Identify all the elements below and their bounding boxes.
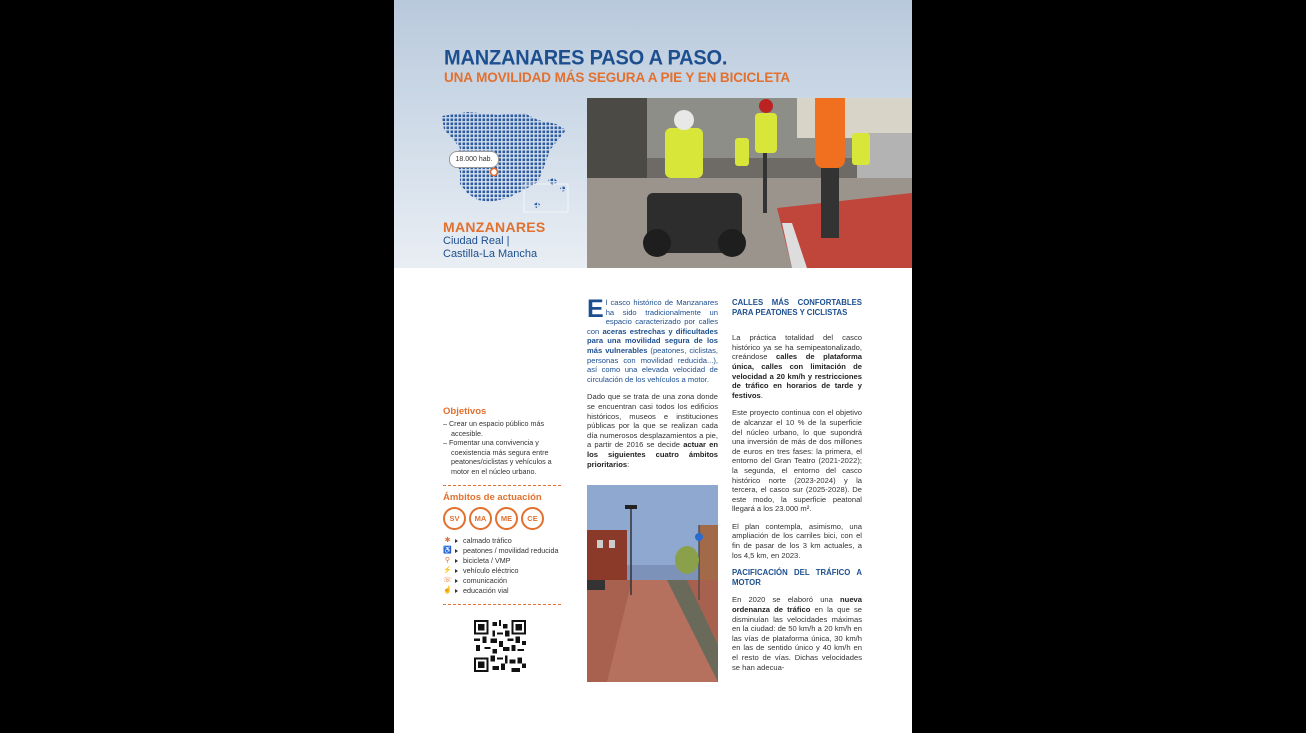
scope-label: comunicación (463, 575, 507, 585)
badge-ma: MA (469, 507, 492, 530)
badge-ce: CE (521, 507, 544, 530)
scope-label: vehículo eléctrico (463, 565, 519, 575)
scopes-title: Ámbitos de actuación (443, 491, 542, 503)
objectives-title: Objetivos (443, 406, 487, 417)
communication-icon: ☏ (443, 576, 452, 584)
pedestrian-street-photo (587, 485, 718, 682)
scope-item (443, 556, 561, 566)
intro-bold: aceras estrechas y dificultades para una movilidad segura de los más vulnerables (587, 326, 718, 355)
intro-text: l casco histórico de Manzanares ha sido tradicionalmente un espacio caracterizado por calles con (587, 298, 718, 336)
bullet-icon (455, 589, 458, 593)
page-title: MANZANARES PASO A PASO. (444, 46, 728, 70)
scope-item (443, 536, 561, 546)
location-region: Castilla-La Mancha (443, 248, 538, 260)
article-column-1 (587, 295, 719, 477)
section-heading: CALLES MÁS CONFORTABLES PARA PEATONES Y CICLISTAS (732, 298, 862, 317)
body-text: La práctica totalidad del casco histórico ya se ha semipeatonalizado, creándose (732, 333, 862, 362)
scope-item (443, 576, 561, 586)
electric-car-icon: ⚡ (443, 566, 452, 574)
pedestrian-icon: ♿ (443, 546, 452, 554)
body-bold: actuar en los siguientes cuatro ámbitos prioritarios (587, 440, 719, 469)
population-label: 18.000 hab. (449, 151, 499, 168)
badge-sv: SV (443, 507, 466, 530)
intro-text: (peatones, ciclistas, personas con movilidad reducida...), así como una elevada velocidad de circulación de los vehículos a motor. (587, 345, 719, 384)
bullet-icon (455, 539, 458, 543)
hero-banner (394, 0, 912, 268)
article-column-2 (732, 298, 862, 680)
body-paragraph (732, 595, 862, 672)
divider (443, 604, 561, 605)
section-heading: PACIFICACIÓN DEL TRÁFICO A MOTOR (732, 568, 862, 587)
location-province: Ciudad Real | (443, 235, 510, 247)
bicycle-icon: ⚲ (444, 556, 451, 564)
body-bold: calles de plataforma única, calles con limitación de velocidad a 20 km/h y restricciones de tráfico en horarios de tarde y festivos (732, 352, 862, 400)
scope-item (443, 546, 561, 556)
body-text: en la que se disminuían las velocidades máximas en la ciudad: de 50 km/h a 20 km/h en las vías de plataforma única, 30 km/h en las de sentido único y 40 km/h en el resto de vías. Dichas velocidades se han adecua- (732, 605, 862, 672)
children-cycling-photo (587, 98, 912, 268)
body-text: Dado que se trata de una zona donde se encuentran casi todos los edificios históricos, museos e instituciones públicas por la que se realizan cada día numerosos desplazamientos a pie, a partir de 2016 se decide (587, 392, 718, 450)
body-paragraph: El plan contempla, asimismo, una ampliación de los carriles bici, con el fin de pasar de los 3 km actuales, a los 4,5 km, en 2023. (732, 521, 862, 560)
body-paragraph: Este proyecto continua con el objetivo de alcanzar el 10 % de la superficie del núcleo urbano, lo que supondrá una inversión de más de dos millones de euros en tres fases: la primera, el entorno del Gran Teatro (2021-2022); la segunda, el entorno del casco histórico norte (2023-2024) y la tercera, el casco sur (2025-2028). De este modo, la superficie peatonal llegará a los 23.000 m². (732, 408, 862, 514)
body-bold: nueva ordenanza de tráfico (732, 595, 862, 615)
location-name: MANZANARES (443, 219, 546, 235)
intro-paragraph (587, 295, 719, 384)
bullet-icon (455, 559, 458, 563)
body-text: . (760, 390, 763, 400)
scope-item (443, 586, 561, 596)
location-marker-icon (491, 169, 498, 176)
scope-label: bicicleta / VMP (463, 555, 511, 565)
bullet-icon (455, 549, 458, 553)
scope-label: educación vial (463, 585, 509, 595)
bullet-icon (455, 569, 458, 573)
location-block (443, 219, 546, 261)
body-text: : (627, 459, 630, 469)
bullet-icon (455, 579, 458, 583)
badge-me: ME (495, 507, 518, 530)
scope-badges (443, 507, 561, 530)
objectives-list (443, 419, 561, 477)
magazine-page (394, 0, 912, 733)
body-paragraph (732, 333, 862, 400)
traffic-calming-icon: ✱ (444, 536, 451, 544)
scopes-list (443, 536, 561, 596)
sidebar (443, 406, 561, 611)
qr-code-icon[interactable] (474, 620, 526, 672)
page-subtitle: UNA MOVILIDAD MÁS SEGURA A PIE Y EN BICICLETA (444, 70, 791, 85)
objective-item: – Crear un espacio público más accesible. (443, 419, 545, 438)
scope-label: calmado tráfico (463, 535, 512, 545)
body-text: En 2020 se elaboró una (732, 595, 841, 605)
scope-label: peatones / movilidad reducida (463, 545, 559, 555)
road-education-icon: ☝ (443, 586, 452, 594)
divider (443, 485, 561, 486)
objective-item: – Fomentar una convivencia y coexistencia más segura entre peatones/ciclistas y vehículos a motor en el núcleo urbano. (443, 438, 552, 476)
drop-cap: E (587, 295, 604, 323)
scope-item (443, 566, 561, 576)
body-paragraph (587, 392, 718, 469)
